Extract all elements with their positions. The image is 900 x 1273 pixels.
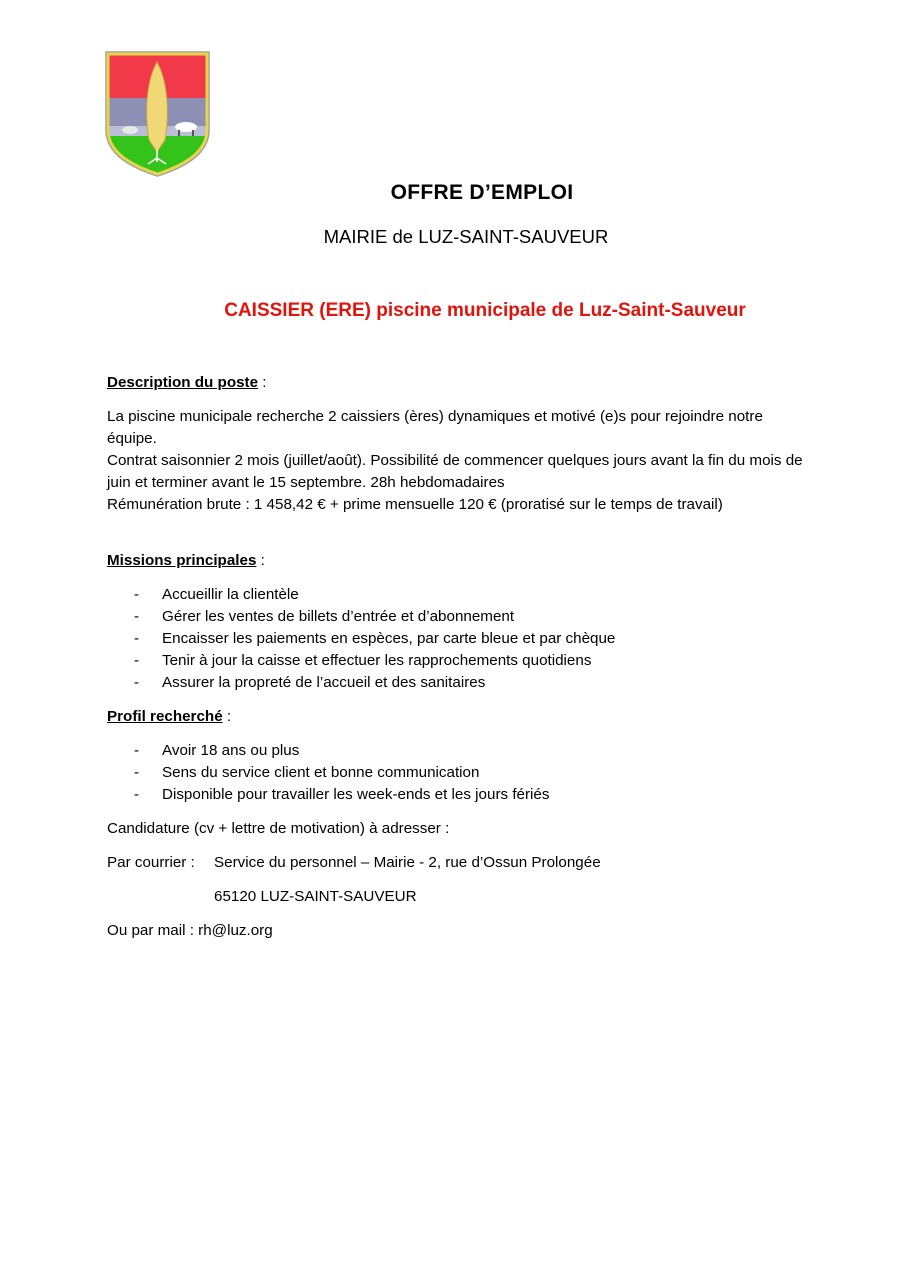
page-title: OFFRE D’EMPLOI bbox=[390, 181, 574, 204]
list-item: - Accueillir la clientèle bbox=[107, 584, 807, 606]
application-intro: Candidature (cv + lettre de motivation) à adresser : bbox=[107, 820, 450, 837]
address-line: Service du personnel – Mairie - 2, rue d’Ossun Prolongée bbox=[214, 854, 601, 871]
description-line: Rémunération brute : 1 458,42 € + prime mensuelle 120 € (proratisé sur le temps de travail) bbox=[107, 496, 723, 513]
mail-label: Par courrier : bbox=[107, 854, 195, 871]
description-line: La piscine municipale recherche 2 caissiers (ères) dynamiques et motivé (e)s pour rejoindre notre équipe. bbox=[107, 408, 763, 447]
list-item: - Tenir à jour la caisse et effectuer les rapprochements quotidiens bbox=[107, 650, 807, 672]
address-city: 65120 LUZ-SAINT-SAUVEUR bbox=[214, 888, 417, 905]
description-heading: Description du poste : bbox=[107, 374, 267, 391]
profile-list bbox=[107, 740, 807, 806]
profile-heading: Profil recherché : bbox=[107, 708, 232, 725]
list-item: - Avoir 18 ans ou plus bbox=[107, 740, 807, 762]
offer-content bbox=[107, 372, 807, 942]
job-title: CAISSIER (ERE) piscine municipale de Luz-Saint-Sauveur bbox=[224, 300, 746, 321]
description-line: Contrat saisonnier 2 mois (juillet/août). Possibilité de commencer quelques jours avant la fin du mois de juin et terminer avant le 15 septembre. 28h hebdomadaires bbox=[107, 452, 803, 491]
list-item: - Gérer les ventes de billets d’entrée et d’abonnement bbox=[107, 606, 807, 628]
list-item: - Disponible pour travailler les week-ends et les jours fériés bbox=[107, 784, 807, 806]
missions-heading: Missions principales : bbox=[107, 552, 265, 569]
list-item: - Encaisser les paiements en espèces, par carte bleue et par chèque bbox=[107, 628, 807, 650]
employer-name: MAIRIE de LUZ-SAINT-SAUVEUR bbox=[323, 226, 609, 247]
missions-list bbox=[107, 584, 807, 694]
email-line: Ou par mail : rh@luz.org bbox=[107, 922, 273, 939]
list-item: - Assurer la propreté de l’accueil et des sanitaires bbox=[107, 672, 807, 694]
description-body bbox=[107, 406, 807, 516]
postal-address-row bbox=[107, 852, 807, 874]
email-link[interactable]: rh@luz.org bbox=[198, 922, 273, 939]
list-item: - Sens du service client et bonne communication bbox=[107, 762, 807, 784]
coat-of-arms-logo bbox=[104, 50, 211, 178]
